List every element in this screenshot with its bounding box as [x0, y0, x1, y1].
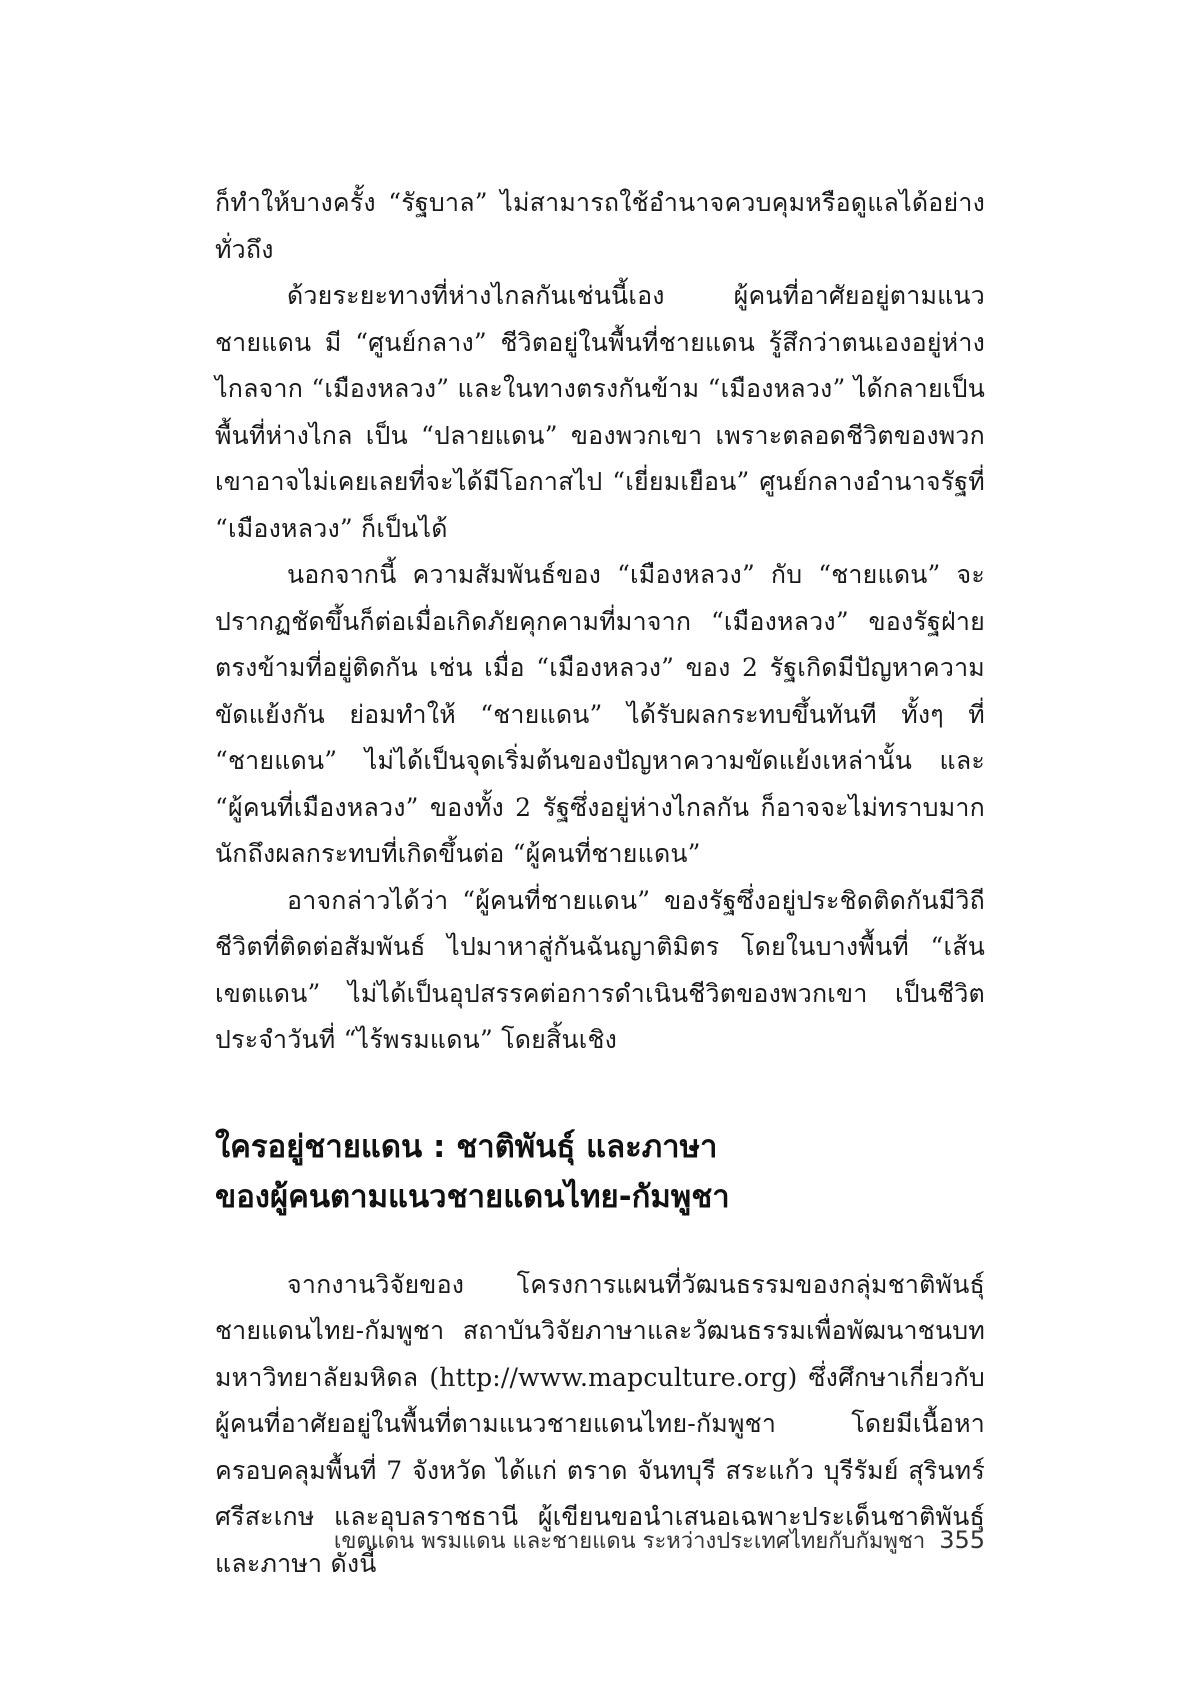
- page-number: 355: [939, 1526, 985, 1554]
- paragraph-4: อาจกล่าวได้ว่า “ผู้คนที่ชายแดน” ของรัฐซึ่งอยู่ประชิดติดกันมีวิถีชีวิตที่ติดต่อสัมพันธ์ ไปมาหาสู่กันฉันญาติมิตร โดยในบางพื้นที่ “เส้นเขตแดน” ไม่ได้เป็นอุปสรรคต่อการดำเนินชีวิตของพวกเขา เป็นชีวิตประจำวันที่ “ไร้พรมแดน” โดยสิ้นเชิง: [215, 885, 985, 1054]
- page-body: [215, 180, 985, 1587]
- section-heading-line-2: ของผู้คนตามแนวชายแดนไทย-กัมพูชา: [215, 1178, 730, 1215]
- page-footer: [215, 1525, 985, 1557]
- paragraph-1: ก็ทำให้บางครั้ง “รัฐบาล” ไม่สามารถใช้อำนาจควบคุมหรือดูแลได้อย่างทั่วถึง: [215, 188, 985, 264]
- running-title: เขตแดน พรมแดน และชายแดน ระหว่างประเทศไทยกับกัมพูชา: [333, 1529, 926, 1554]
- paragraph-5: จากงานวิจัยของ โครงการแผนที่วัฒนธรรมของกลุ่มชาติพันธุ์ชายแดนไทย-กัมพูชา สถาบันวิจัยภาษาและวัฒนธรรมเพื่อพัฒนาชนบท มหาวิทยาลัยมหิดล (http://www.mapculture.org) ซึ่งศึกษาเกี่ยวกับผู้คนที่อาศัยอยู่ในพื้นที่ตามแนวชายแดนไทย-กัมพูชา โดยมีเนื้อหาครอบคลุมพื้นที่ 7 จังหวัด ได้แก่ ตราด จันทบุรี สระแก้ว บุรีรัมย์ สุรินทร์ ศรีสะเกษ และอุบลราชธานี ผู้เขียนขอนำเสนอเฉพาะประเด็นชาติพันธุ์และภาษา ดังนี้: [215, 1269, 985, 1578]
- section-heading: [215, 1122, 985, 1222]
- paragraph-2: ด้วยระยะทางที่ห่างไกลกันเช่นนี้เอง ผู้คนที่อาศัยอยู่ตามแนวชายแดน มี “ศูนย์กลาง” ชีวิตอยู่ในพื้นที่ชายแดน รู้สึกว่าตนเองอยู่ห่างไกลจาก “เมืองหลวง” และในทางตรงกันข้าม “เมืองหลวง” ได้กลายเป็นพื้นที่ห่างไกล เป็น “ปลายแดน” ของพวกเขา เพราะตลอดชีวิตของพวกเขาอาจไม่เคยเลยที่จะได้มีโอกาสไป “เยี่ยมเยือน” ศูนย์กลางอำนาจรัฐที่ “เมืองหลวง” ก็เป็นได้: [215, 281, 985, 543]
- section-heading-line-1: ใครอยู่ชายแดน : ชาติพันธุ์ และภาษา: [215, 1128, 718, 1165]
- paragraph-3: นอกจากนี้ ความสัมพันธ์ของ “เมืองหลวง” กับ “ชายแดน” จะปรากฏชัดขึ้นก็ต่อเมื่อเกิดภัยคุกคามที่มาจาก “เมืองหลวง” ของรัฐฝ่ายตรงข้ามที่อยู่ติดกัน เช่น เมื่อ “เมืองหลวง” ของ 2 รัฐเกิดมีปัญหาความขัดแย้งกัน ย่อมทำให้ “ชายแดน” ได้รับผลกระทบขึ้นทันที ทั้งๆ ที่ “ชายแดน” ไม่ได้เป็นจุดเริ่มต้นของปัญหาความขัดแย้งเหล่านั้น และ “ผู้คนที่เมืองหลวง” ของทั้ง 2 รัฐซึ่งอยู่ห่างไกลกัน ก็อาจจะไม่ทราบมากนักถึงผลกระทบที่เกิดขึ้นต่อ “ผู้คนที่ชายแดน”: [215, 560, 985, 868]
